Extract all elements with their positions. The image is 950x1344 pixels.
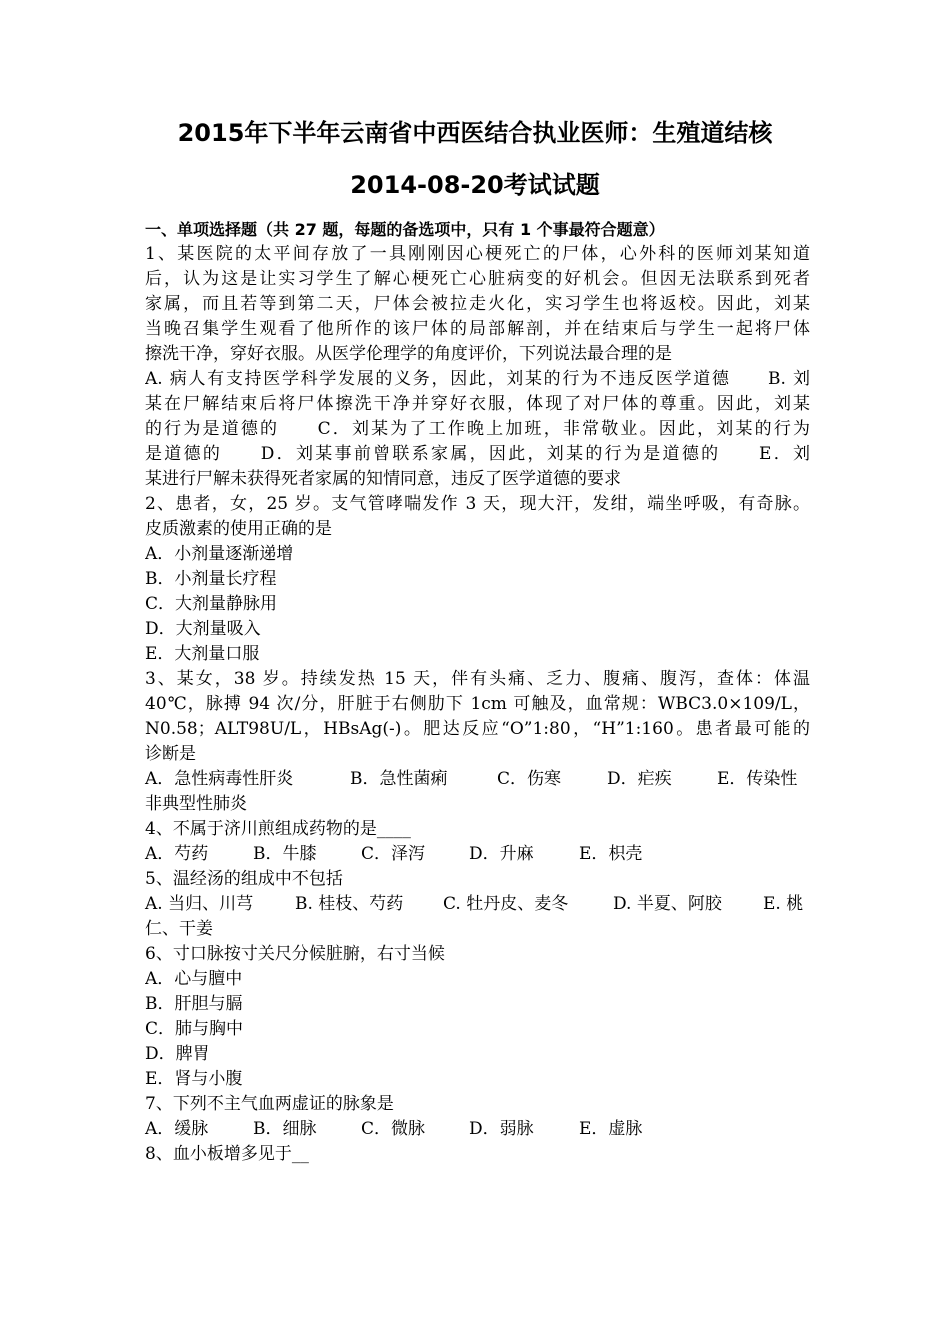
q1-line: 某在尸解结束后将尸体擦洗干净并穿好衣服，体现了对尸体的尊重。因此，刘某 [145, 394, 810, 414]
q3-option-c: C．伤寒 [497, 769, 562, 789]
q3-option-a: A．急性病毒性肝炎 [145, 769, 294, 789]
q7-options-row [145, 1117, 810, 1142]
q1-line: 家属，而且若等到第二天，尸体会被拉走火化，实习学生也将返校。因此，刘某 [145, 294, 810, 314]
q5-option-d: D. 半夏、阿胶 [613, 894, 722, 914]
q8-stem: 8、血小板增多见于__ [145, 1144, 309, 1164]
q3-option-b: B．急性菌痢 [350, 769, 448, 789]
q3-option-continuation: 非典型性肺炎 [145, 794, 247, 814]
q2-option-b: B．小剂量长疗程 [145, 569, 277, 589]
q2-line: 2、患者，女，25 岁。支气管哮喘发作 3 天，现大汗，发绀，端坐呼吸，有奇脉。 [145, 494, 810, 514]
q6-option-e: E．肾与小腹 [145, 1069, 243, 1089]
q2-line: 皮质激素的使用正确的是 [145, 519, 332, 539]
q1-line: A. 病人有支持医学科学发展的义务，因此，刘某的行为不违反医学道德 B. 刘 [145, 369, 810, 389]
section-heading: 一、单项选择题（共 27 题，每题的备选项中，只有 1 个事最符合题意） [145, 220, 665, 239]
q7-stem: 7、下列不主气血两虚证的脉象是 [145, 1094, 394, 1114]
q2-option-e: E．大剂量口服 [145, 644, 260, 664]
q3-line: N0.58；ALT98U/L，HBsAg(-)。肥达反应“O”1:80，“H”1:160。患者最可能的 [145, 719, 810, 739]
q5-option-continuation: 仁、干姜 [145, 919, 213, 939]
q6-stem: 6、寸口脉按寸关尺分候脏腑，右寸当候 [145, 944, 445, 964]
q3-options-row [145, 767, 810, 792]
q6-option-d: D．脾胃 [145, 1044, 210, 1064]
q2-option-c: C．大剂量静脉用 [145, 594, 278, 614]
q5-option-b: B. 桂枝、芍药 [295, 894, 404, 914]
q7-option-d: D．弱脉 [469, 1119, 534, 1139]
document-title-line-1: 2015年下半年云南省中西医结合执业医师：生殖道结核 [177, 119, 773, 147]
q1-line: 某进行尸解未获得死者家属的知情同意，违反了医学道德的要求 [145, 469, 621, 489]
q4-option-c: C．泽泻 [361, 844, 426, 864]
q6-option-c: C．肺与胸中 [145, 1019, 244, 1039]
q4-option-d: D．升麻 [469, 844, 534, 864]
q1-line: 擦洗干净，穿好衣服。从医学伦理学的角度评价，下列说法最合理的是 [145, 344, 672, 364]
q1-line: 的行为是道德的 C．刘某为了工作晚上加班，非常敬业。因此，刘某的行为 [145, 419, 810, 439]
q2-option-a: A．小剂量逐渐递增 [145, 544, 294, 564]
q3-option-d: D．疟疾 [607, 769, 672, 789]
q7-option-b: B．细脉 [253, 1119, 317, 1139]
q3-line: 诊断是 [145, 744, 196, 764]
q1-line: 是道德的 D．刘某事前曾联系家属，因此，刘某的行为是道德的 E．刘 [145, 444, 810, 464]
q4-stem: 4、不属于济川煎组成药物的是____ [145, 819, 411, 839]
q5-stem: 5、温经汤的组成中不包括 [145, 869, 343, 889]
q6-option-a: A．心与膻中 [145, 969, 243, 989]
q3-line: 40℃，脉搏 94 次/分，肝脏于右侧肋下 1cm 可触及，血常规：WBC3.0×109/L， [145, 694, 810, 714]
q1-line: 1、某医院的太平间存放了一具刚刚因心梗死亡的尸体，心外科的医师刘某知道 [145, 244, 810, 264]
q5-option-e: E. 桃 [763, 894, 804, 914]
q7-option-e: E．虚脉 [579, 1119, 643, 1139]
document-title-line-2: 2014-08-20考试试题 [350, 171, 600, 199]
q5-option-a: A. 当归、川芎 [145, 894, 254, 914]
q3-line: 3、某女，38 岁。持续发热 15 天，伴有头痛、乏力、腹痛、腹泻，查体：体温 [145, 669, 810, 689]
q7-option-a: A．缓脉 [145, 1119, 209, 1139]
q1-line: 当晚召集学生观看了他所作的该尸体的局部解剖，并在结束后与学生一起将尸体 [145, 319, 810, 339]
q4-options-row [145, 842, 810, 867]
q3-option-e: E．传染性 [717, 769, 798, 789]
q5-options-row [145, 892, 810, 917]
q5-option-c: C. 牡丹皮、麦冬 [443, 894, 569, 914]
q2-option-d: D．大剂量吸入 [145, 619, 261, 639]
q6-option-b: B．肝胆与膈 [145, 994, 243, 1014]
q4-option-b: B．牛膝 [253, 844, 317, 864]
q7-option-c: C．微脉 [361, 1119, 426, 1139]
q4-option-e: E．枳壳 [579, 844, 643, 864]
q1-line: 后，认为这是让实习学生了解心梗死亡心脏病变的好机会。但因无法联系到死者 [145, 269, 810, 289]
q4-option-a: A．芍药 [145, 844, 209, 864]
